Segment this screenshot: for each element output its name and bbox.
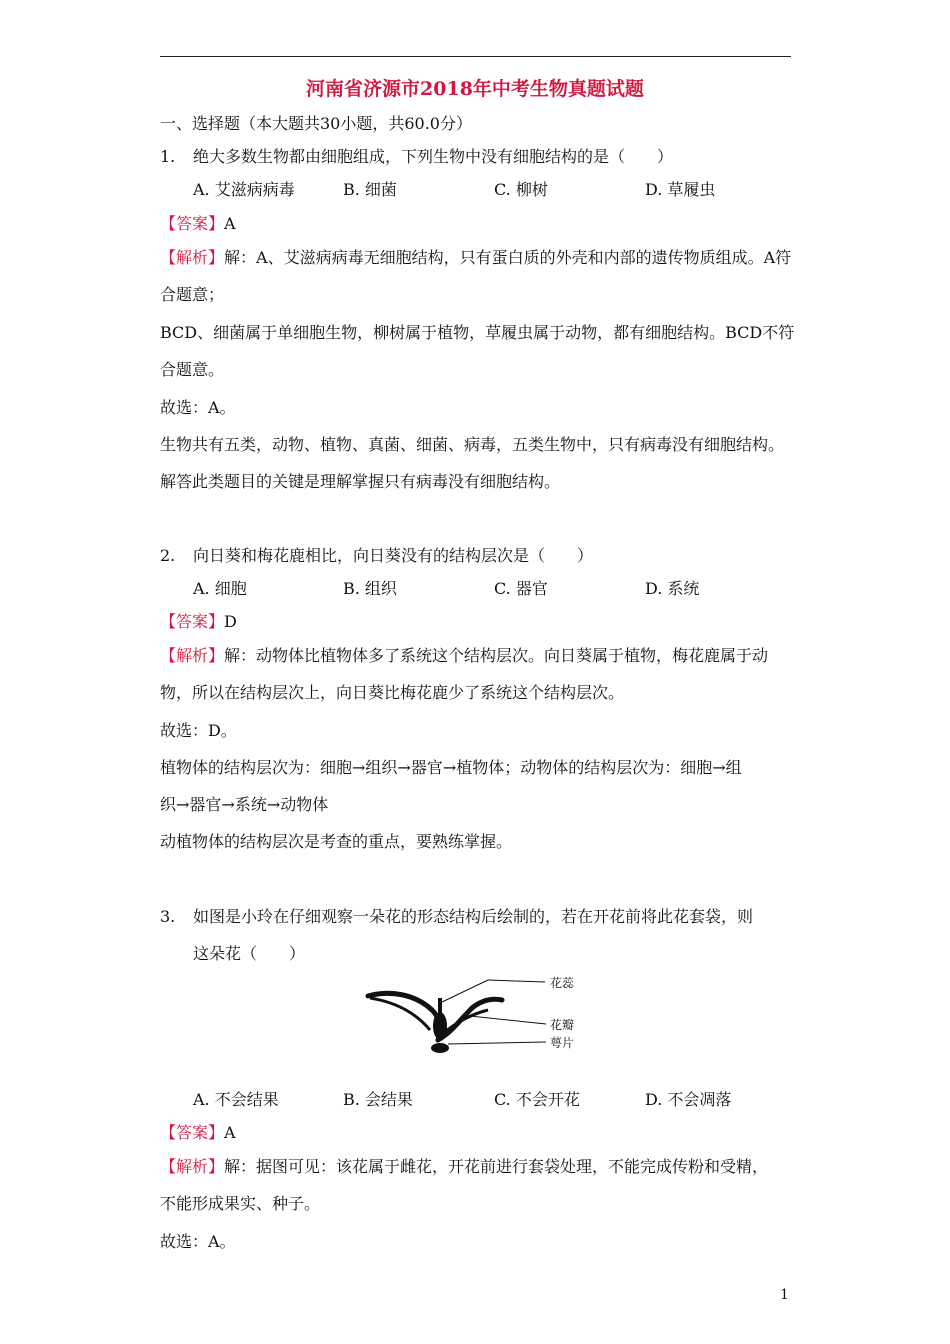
option-a: A. 不会结果 — [193, 1090, 279, 1109]
option-d: D. 草履虫 — [645, 180, 716, 199]
analysis-text: 解：动物体比植物体多了系统这个结构层次。向日葵属于植物，梅花鹿属于动 — [224, 646, 769, 665]
choice-conclusion: 故选：A。 — [160, 1232, 236, 1251]
analysis-tag: 【解析】 — [160, 646, 225, 665]
answer-value: D — [224, 612, 237, 631]
leader-line — [470, 1016, 546, 1024]
option-d: D. 系统 — [645, 579, 700, 598]
option-b: B. 组织 — [343, 579, 397, 598]
knowledge-point: 植物体的结构层次为：细胞→组织→器官→植物体；动物体的结构层次为：细胞→组 — [160, 758, 742, 777]
question-number: 3. — [160, 907, 176, 926]
option-c: C. 器官 — [494, 579, 548, 598]
analysis-text: 合题意； — [160, 285, 225, 304]
question-number: 1. — [160, 147, 176, 166]
label-stamen: 花蕊 — [550, 976, 575, 990]
answer-line — [160, 1122, 236, 1144]
answer-line — [160, 611, 237, 633]
leader-line — [448, 1042, 546, 1044]
analysis-text: 合题意。 — [160, 360, 225, 379]
knowledge-point: 织→器官→系统→动物体 — [160, 795, 329, 814]
option-b: B. 会结果 — [343, 1090, 413, 1109]
analysis-tag: 【解析】 — [160, 1157, 225, 1176]
key-point: 动植物体的结构层次是考查的重点，要熟练掌握。 — [160, 832, 513, 851]
key-point: 解答此类题目的关键是理解掌握只有病毒没有细胞结构。 — [160, 472, 561, 491]
header-rule — [160, 56, 791, 57]
option-a: A. 艾滋病病毒 — [193, 180, 295, 199]
answer-tag: 【答案】 — [160, 1123, 225, 1142]
label-sepal: 萼片 — [550, 1036, 575, 1050]
option-c: C. 不会开花 — [494, 1090, 580, 1109]
analysis-text: 物，所以在结构层次上，向日葵比梅花鹿少了系统这个结构层次。 — [160, 683, 625, 702]
answer-tag: 【答案】 — [160, 214, 225, 233]
answer-tag: 【答案】 — [160, 612, 225, 631]
analysis-tag: 【解析】 — [160, 248, 225, 267]
question-stem: 绝大多数生物都由细胞组成，下列生物中没有细胞结构的是（ ） — [193, 147, 674, 166]
knowledge-point: 生物共有五类，动物、植物、真菌、细菌、病毒，五类生物中，只有病毒没有细胞结构。 — [160, 435, 785, 454]
analysis-text: 不能形成果实、种子。 — [160, 1194, 321, 1213]
analysis-line — [160, 247, 791, 269]
answer-value: A — [224, 214, 236, 233]
option-b: B. 细菌 — [343, 180, 397, 199]
style-shape — [438, 998, 442, 1020]
option-a: A. 细胞 — [193, 579, 247, 598]
analysis-text: BCD、细菌属于单细胞生物，柳树属于植物，草履虫属于动物，都有细胞结构。BCD不符 — [160, 323, 795, 342]
choice-conclusion: 故选：A。 — [160, 398, 236, 417]
choice-conclusion: 故选：D。 — [160, 721, 237, 740]
option-d: D. 不会凋落 — [645, 1090, 732, 1109]
right-petal-shape — [438, 999, 502, 1040]
leader-line — [442, 980, 488, 1002]
question-stem: 如图是小玲在仔细观察一朵花的形态结构后绘制的，若在开花前将此花套袋，则 — [193, 907, 754, 926]
question-stem: 向日葵和梅花鹿相比，向日葵没有的结构层次是（ ） — [193, 546, 594, 565]
analysis-text: 解：A、艾滋病病毒无细胞结构，只有蛋白质的外壳和内部的遗传物质组成。A符 — [224, 248, 792, 267]
page-title: 河南省济源市2018年中考生物真题试题 — [306, 78, 644, 100]
question-number: 2. — [160, 546, 176, 565]
flower-diagram — [360, 972, 620, 1062]
receptacle-shape — [431, 1043, 449, 1053]
analysis-line — [160, 1156, 768, 1178]
label-petal: 花瓣 — [550, 1018, 575, 1032]
option-c: C. 柳树 — [494, 180, 548, 199]
answer-line — [160, 213, 236, 235]
page-number: 1 — [780, 1287, 789, 1303]
section-heading: 一、选择题（本大题共30小题，共60.0分） — [160, 114, 472, 133]
analysis-line — [160, 645, 768, 667]
question-stem: 这朵花（ ） — [193, 944, 306, 963]
leader-line — [488, 980, 545, 982]
answer-value: A — [224, 1123, 236, 1142]
analysis-text: 解：据图可见：该花属于雌花，开花前进行套袋处理，不能完成传粉和受精， — [224, 1157, 769, 1176]
